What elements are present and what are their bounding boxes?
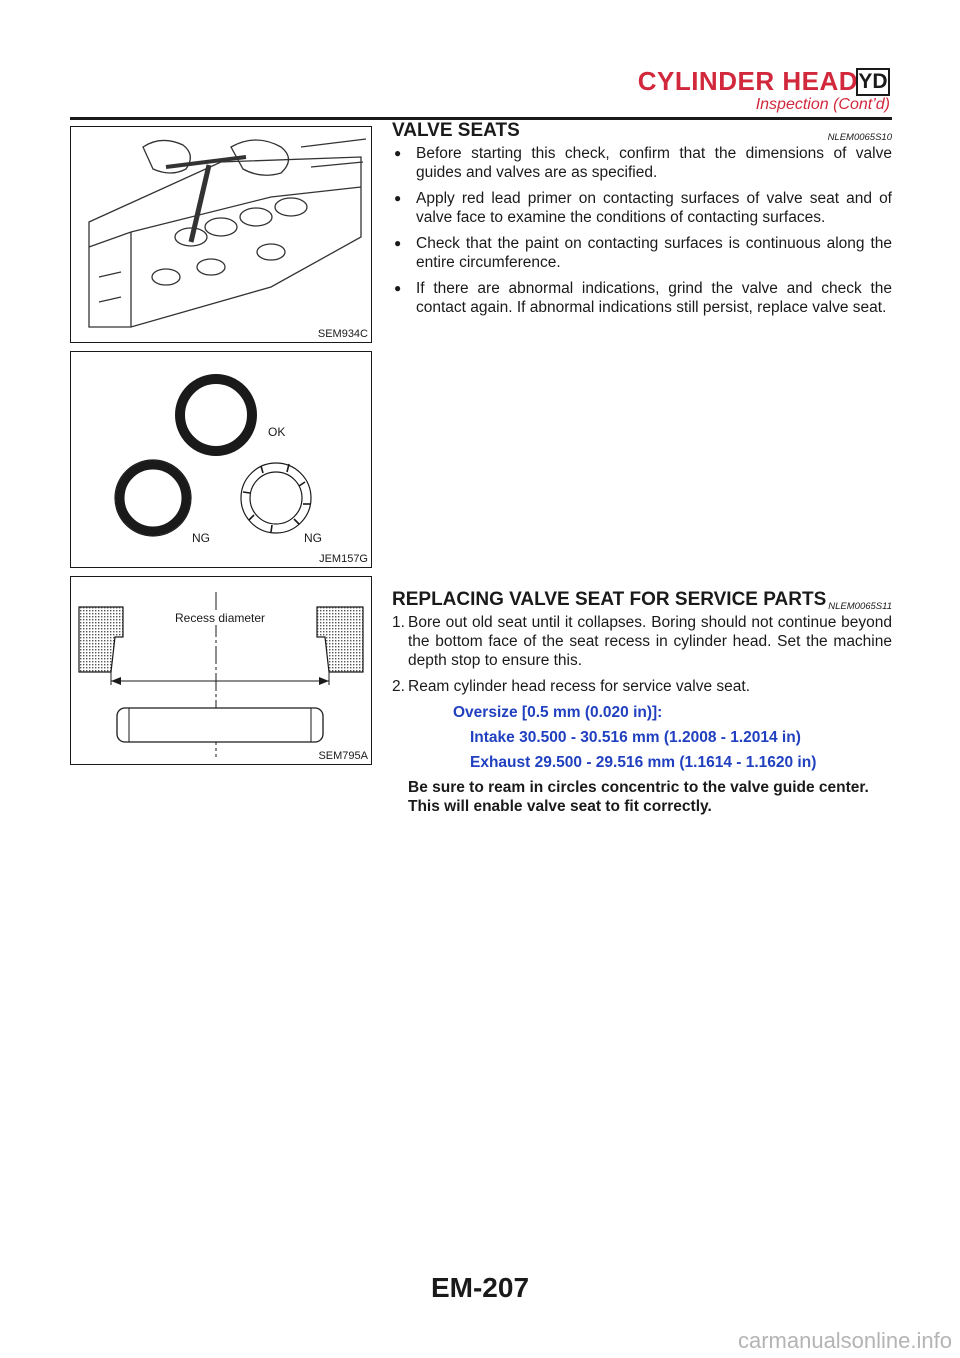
bullet-item: ● Check that the paint on contacting surfaces is continuous along the entire circumference. [392,234,892,272]
page-subtitle: Inspection (Cont’d) [755,96,890,113]
exhaust-spec: Exhaust 29.500 - 29.516 mm (1.1614 - 1.1620 in) [470,754,817,771]
bullet-item: ● If there are abnormal indications, grind the valve and check the contact again. If abnormal indications still persist, replace valve seat. [392,279,892,317]
section-title [392,589,892,611]
cylinder-head-illustration [71,127,371,342]
watermark: carmanualsonline.info [737,1328,952,1353]
contact-pattern-diagram [71,352,371,567]
section-code: NLEM0065S10 [827,132,892,143]
warning-text: This will enable valve seat to fit correctly. [408,798,712,815]
section-title-text: VALVE SEATS [392,120,520,141]
recess-diameter-diagram [71,577,371,764]
section-title [392,120,892,142]
step-number: 2. [392,678,405,695]
figure-label: SEM795A [318,750,368,762]
page-number: EM-207 [430,1272,530,1303]
ng-callout-left: NG [192,531,210,545]
step-text: Ream cylinder head recess for service valve seat. [408,678,751,695]
figure-recess-diameter [70,576,372,765]
recess-diameter-callout: Recess diameter [175,611,266,625]
bullet-item: ● Before starting this check, confirm that the dimensions of valve guides and valves are as specified. [392,144,892,182]
bullet-item: ● Apply red lead primer on contacting surfaces of valve seat and of valve face to examine the conditions of contacting surfaces. [392,189,892,227]
ok-callout: OK [268,425,286,439]
section-title-text: REPLACING VALVE SEAT FOR SERVICE PARTS [392,589,827,610]
oversize-label: Oversize [0.5 mm (0.020 in)]: [453,704,663,721]
figure-label: SEM934C [317,328,368,340]
figure-label: JEM157G [319,553,368,565]
figure-contact-pattern [70,351,372,568]
step-text: Bore out old seat until it collapses. Boring should not continue beyond the bottom face of the seat recess in cylinder head. Set the machine depth stop to ensure this. [408,614,892,669]
replacing-valve-seat-section [392,589,892,816]
valve-seats-section [392,120,892,324]
step-item [392,677,892,696]
warning-text: Be sure to ream in circles concentric to the valve guide center. [408,779,869,796]
step-number: 1. [392,614,405,631]
figure-valve-seat-tool [70,126,372,343]
intake-spec: Intake 30.500 - 30.516 mm (1.2008 - 1.2014 in) [470,729,801,746]
ng-callout-right: NG [304,531,322,545]
model-code-badge: YD [856,68,890,96]
section-code: NLEM0065S11 [828,601,892,612]
step-item [392,613,892,670]
page-title: CYLINDER HEAD [637,66,858,96]
